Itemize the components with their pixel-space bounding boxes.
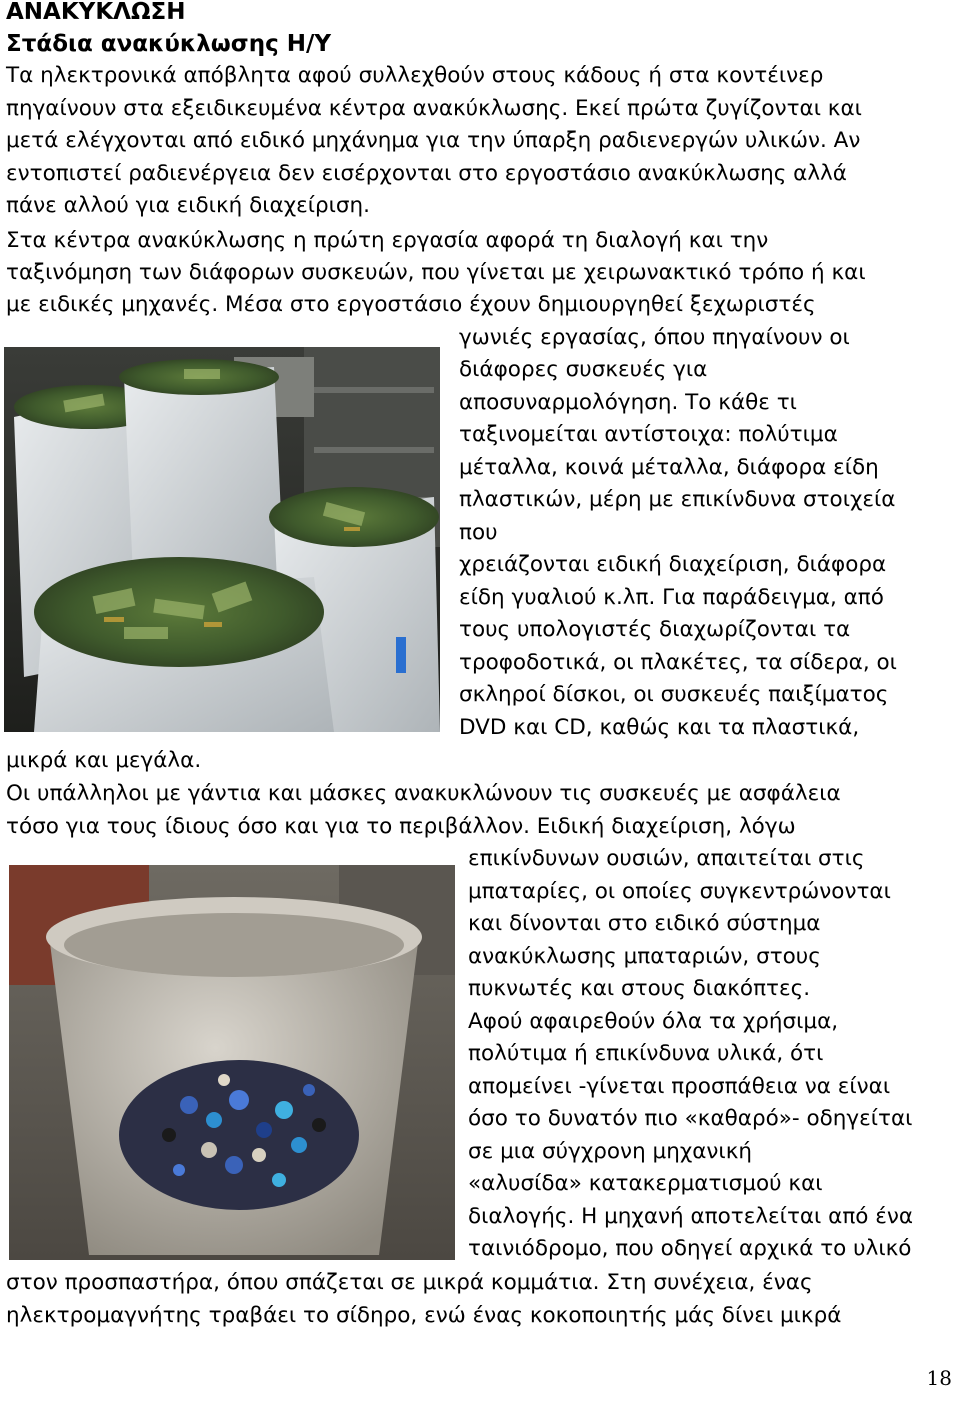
photo-circuit-board-bags — [4, 347, 440, 732]
page-title: ΑΝΑΚΥΚΛΩΣΗ — [6, 0, 186, 25]
text-line: σκληροί δίσκοι, οι συσκευές παιξίματος — [459, 682, 889, 707]
text-line: σε μια σύγχρονη μηχανική — [468, 1139, 753, 1164]
text-line: αποσυναρμολόγηση. Το κάθε τι — [459, 390, 797, 415]
text-line: είδη γυαλιού κ.λπ. Για παράδειγμα, από — [459, 585, 884, 610]
photo-battery-bin — [9, 865, 455, 1260]
text-line: DVD και CD, καθώς και τα πλαστικά, — [459, 715, 860, 740]
page-number: 18 — [926, 1366, 952, 1390]
text-line: μικρά και μεγάλα. — [6, 748, 202, 773]
text-line: μπαταρίες, οι οποίες συγκεντρώνονται — [468, 879, 891, 904]
section-heading: Στάδια ανακύκλωσης Η/Υ — [6, 31, 332, 57]
text-line: ηλεκτρομαγνήτης τραβάει το σίδηρο, ενώ ένας κοκοποιητής μάς δίνει μικρά — [6, 1303, 842, 1328]
text-line: χρειάζονται ειδική διαχείριση, διάφορα — [459, 552, 887, 577]
text-line: Αφού αφαιρεθούν όλα τα χρήσιμα, — [468, 1009, 839, 1034]
text-line: επικίνδυνων ουσιών, απαιτείται στις — [468, 846, 865, 871]
text-line: μετά ελέγχονται από ειδικό μηχάνημα για την ύπαρξη ραδιενεργών υλικών. Αν — [6, 128, 861, 153]
text-line: τόσο για τους ίδιους όσο και για το περιβάλλον. Ειδική διαχείριση, λόγω — [6, 814, 796, 839]
text-line: διαλογής. Η μηχανή αποτελείται από ένα — [468, 1204, 914, 1229]
text-line: γωνιές εργασίας, όπου πηγαίνουν οι — [459, 325, 850, 350]
text-line: απομείνει -γίνεται προσπάθεια να είναι — [468, 1074, 891, 1099]
text-line: πλαστικών, μέρη με επικίνδυνα στοιχεία — [459, 487, 896, 512]
text-line: πολύτιμα ή επικίνδυνα υλικά, ότι — [468, 1041, 824, 1066]
text-line: ταινιόδρομο, που οδηγεί αρχικά το υλικό — [468, 1236, 912, 1261]
text-line: «αλυσίδα» κατακερματισμού και — [468, 1171, 823, 1196]
text-line: που — [459, 520, 498, 545]
text-line: εντοπιστεί ραδιενέργεια δεν εισέρχονται στο εργοστάσιο ανακύκλωσης αλλά — [6, 161, 847, 186]
text-line: και δίνονται στο ειδικό σύστημα — [468, 911, 821, 936]
text-line: διάφορες συσκευές για — [459, 357, 708, 382]
text-line: τροφοδοτικά, οι πλακέτες, τα σίδερα, οι — [459, 650, 897, 675]
text-line: με ειδικές μηχανές. Μέσα στο εργοστάσιο έχουν δημιουργηθεί ξεχωριστές — [6, 292, 816, 317]
text-line: ταξινόμηση των διάφορων συσκευών, που γίνεται με χειρωνακτικό τρόπο ή και — [6, 260, 866, 285]
text-line: Τα ηλεκτρονικά απόβλητα αφού συλλεχθούν στους κάδους ή στα κοντέινερ — [6, 63, 824, 88]
text-line: Στα κέντρα ανακύκλωσης η πρώτη εργασία αφορά τη διαλογή και την — [6, 228, 769, 253]
text-line: τους υπολογιστές διαχωρίζονται τα — [459, 617, 851, 642]
text-line: πάνε αλλού για ειδική διαχείριση. — [6, 193, 371, 218]
text-line: όσο το δυνατόν πιο «καθαρό»- οδηγείται — [468, 1106, 913, 1131]
text-line: πηγαίνουν στα εξειδικευμένα κέντρα ανακύκλωσης. Εκεί πρώτα ζυγίζονται και — [6, 96, 862, 121]
text-line: στον προσπαστήρα, όπου σπάζεται σε μικρά κομμάτια. Στη συνέχεια, ένας — [6, 1270, 813, 1295]
text-line: μέταλλα, κοινά μέταλλα, διάφορα είδη — [459, 455, 879, 480]
text-line: ανακύκλωσης μπαταριών, στους — [468, 944, 821, 969]
text-line: πυκνωτές και στους διακόπτες. — [468, 976, 811, 1001]
text-line: ταξινομείται αντίστοιχα: πολύτιμα — [459, 422, 838, 447]
text-line: Οι υπάλληλοι με γάντια και μάσκες ανακυκλώνουν τις συσκευές με ασφάλεια — [6, 781, 841, 806]
